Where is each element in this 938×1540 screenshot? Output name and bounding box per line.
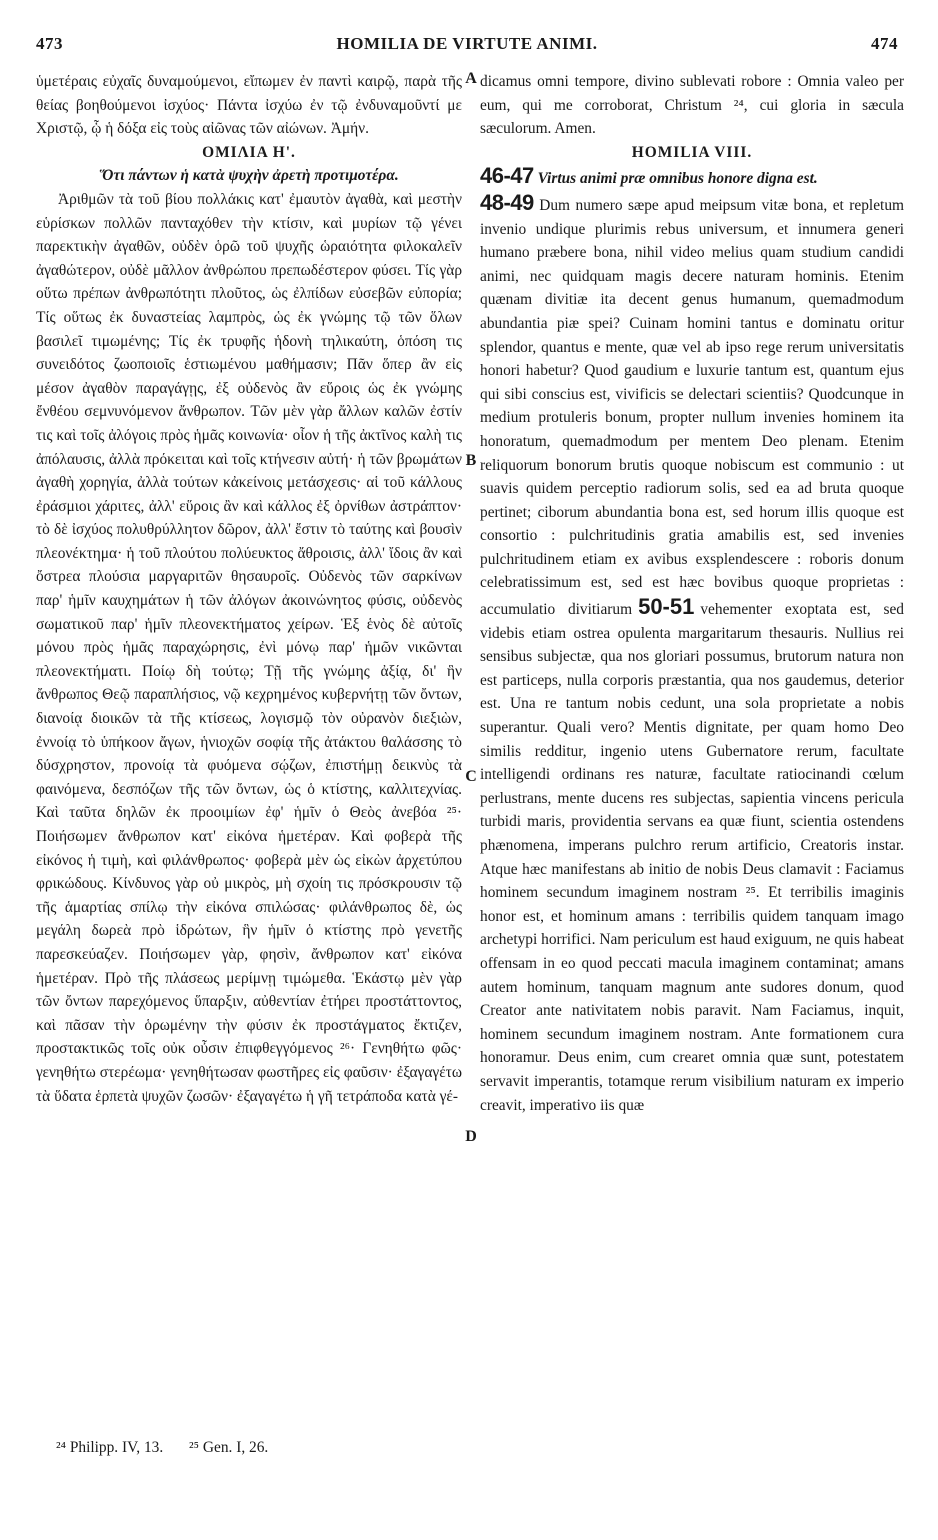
column-marker-46-47: 46-47 xyxy=(480,163,534,189)
latin-body-part-1: Dum numero sæpe apud meipsum vitæ bona, et repletum invenio undique plurimis rebus universum, et innumera generi humano præbere bona, nihil video melius quam studium candidi animi, nec quidquam magis decere naturam hominis. Etenim quænam divitiæ ita decent genus humanum, quemadmodum abundantia piæ spei? Cuinam homini tantus e dominatu oritur splendor, quantus e mente, quæ vel ab ipso rege rerum universitatis honori habetur? Quod gaudium e luxurie tantum est, quantum ejus qui sibi conscius est, vivificis se delectari scientiis? Quodcunque in medium protuleris bonum, propter nullum invenies hominem ita honoratum, quemadmodum per mentem Deo plenam. Etenim reliquorum bonorum brutis quoque nobiscum est communio : ut suavis quidem perceptio radiorum solis, sed ea ad bruta quoque pertinet; ciborum abundantia bona est, sed horum illis quoque est consortio : pulchritudinis gratia amabilis est, sed invenies pulchritudinem etiam ex avibus exsplendescere : roboris donum celebratissimum est, sed est hæc bovibus quoque proprietas : accumulatio divitiarum xyxy=(480,196,904,619)
latin-homily-subheading: Virtus animi præ omnibus honore digna est. xyxy=(537,170,818,188)
page-number-right: 474 xyxy=(871,34,898,53)
running-title: HOMILIA DE VIRTUTE ANIMI. xyxy=(336,34,598,53)
latin-column xyxy=(480,70,904,1117)
latin-body xyxy=(480,191,904,1117)
footnotes xyxy=(56,1439,290,1457)
running-head xyxy=(36,34,898,58)
greek-homily-heading: ΟΜΙΛΙΑ Η'. xyxy=(202,143,296,161)
latin-body-part-2: vehementer exoptata est, sed videbis etiam ostrea opulenta margaritarum thesauris. Nullius rei sensibus subjectæ, qua nos gloriari possumus, brutorum natura non est particeps, nulla corporis præstantia, qua nos gaudemus, deterior est. Una re tantum nobis cedunt, una sola proprietate a nobis superantur. Quali vero? Mentis dignitate, per quam homo Deo similis redditur, ingenio utens Gubernatore rerum, facultate intelligendi ordinans res naturæ, facultate ratiocinandi cœlum perlustrans, mente ducens res subjectas, sapientia vincens pericula turbidi maris, providentia servans ea quæ fiunt, scientia ostendens phænomena, imperans pulchro rerum artificio, Creatoris instar. Atque hæc manifestans ab initio de nobis Deus clamavit : Faciamus hominem secundum imaginem nostram ²⁵. Et terribilis imaginis honor est, et hominum amans : terribilis quidem tanquam imago archetypi horrifici. Nam periculum est haud exiguum, ne quis habeat offensam in eo quod peccati macula imaginem contaminat; amans autem hominum, tanquam magnum ante sudores donum, quod Creator ante nativitatem nobis paravit. Nam Faciamus, inquit, hominem secundum imaginem nostram. Ante formationem cura honoramur. Deus enim, cum crearet omnia quæ sunt, potestatem servavit imperantis, totamque rerum visibilium naturam ex imperio creavit, imperativo iis quæ xyxy=(480,601,904,1114)
greek-homily-subheading: Ὅτι πάντων ἡ κατὰ ψυχὴν ἀρετὴ προτιμοτέρα. xyxy=(99,167,399,185)
greek-column xyxy=(36,70,462,1108)
greek-intro: ὑμετέραις εὐχαῖς δυναμούμενοι, εἴπωμεν ἐν παντὶ καιρῷ, παρὰ τῆς θείας βοηθούμενοι ἰσχύος· Πάντα ἰσχύω ἐν τῷ ἐνδυναμοῦντί με Χριστῷ, ᾧ ἡ δόξα εἰς τοὺς αἰῶνας τῶν αἰώνων. Ἀμήν. xyxy=(36,73,462,138)
page-number-left: 473 xyxy=(36,34,63,53)
footnote-24: ²⁴ Philipp. IV, 13. xyxy=(56,1439,164,1456)
margin-letter-d: D xyxy=(465,1128,477,1145)
latin-subheading-line xyxy=(480,164,904,191)
margin-letter-b: B xyxy=(465,452,477,469)
latin-homily-heading: HOMILIA VIII. xyxy=(631,143,753,161)
column-marker-50-51: 50-51 xyxy=(638,594,695,620)
latin-intro: dicamus omni tempore, divino sublevati robore : Omnia valeo per eum, qui me corroborat, Christum ²⁴, cui gloria in sæcula sæculorum. Amen. xyxy=(480,73,904,138)
margin-letter-c: C xyxy=(465,768,477,785)
margin-letter-a: A xyxy=(465,70,477,87)
greek-body: Ἀριθμῶν τὰ τοῦ βίου πολλάκις κατ' ἐμαυτὸν ἀγαθὰ, καὶ μεστὴν εὑρίσκων πολλῶν πανταχόθεν τὴν κτίσιν, καὶ μυρίων τῷ γένει παρεκτικὴν ἀγαθῶν, οὐδὲν ὁρῶ τοῦ ψυχῆς ὡραιότητα φιλοκαλεῖν ἀγαθώτερον, οὐδὲ μᾶλλον ἀνθρώπου πρεπωδέστερον φύσει. Τίς γὰρ οὕτω πρέπων ἀνθρωπότητι πλοῦτος, ὡς ἐλπίδων εὐσεβῶν εὐπορία; Τίς οὕτως ἐκ δυναστείας λαμπρὸς, ὡς ἐκ γνώμης τῷ τῶν ὅλων βασιλεῖ τιμωμένης; Τίς ἐκ τρυφῆς ἡδονὴ τηλικαύτη, ὁπόση τις συνειδότος ζωοποιοῖς ἑστιωμένου μαθήμασιν; Πᾶν ὅπερ ἂν εἰς μέσον ἀγαθὸν παραγάγῃς, ἐξ οὐδενὸς ἂν εὕροις ὡς ἐκ γνώμης ἔνθέου σεμνυνόμενον ἄνθρωπον. Τῶν μὲν γὰρ ἄλλων καλῶν ἐστίν τις καὶ τοῖς ἀλόγοις πρὸς ἡμᾶς κοινωνία· οἷον ἡ τῆς ἀκτῖνος καλὴ τις ἀπόλαυσις, ἀλλὰ πρόκειται καὶ τοῖς κτήνεσιν αὐτή· ἡ τῶν βρωμάτων ἀγαθὴ χορηγία, ἀλλὰ τούτων κἀκείνοις μετάσχεσις· αἱ τοῦ κάλλους ἐράσμιοι χάριτες, ἀλλ' εὕροις ἂν καὶ κάλλος ἐξ ὀρνίθων ἀστράπτον· τὸ δὲ ἰσχύος πολυθρύλλητον δῶρον, ἀλλ' ἔστιν τὸ ταύτης καὶ βουσὶν πλεονέκτημα· ἡ τοῦ πλούτου πολύευκτος ἄθροισις, ἀλλ' ἴδοις ἂν καὶ ὄστρεα πλούσια μαργαριτῶν θησαυροῖς. Οὐδενὸς τῶν σαρκίνων παρ' ἡμῖν καυχημάτων ἡ τῶν ἀλόγων ἀκοινώνητος φύσις, οὐδενὸς σωματικοῦ παρ' ἡμῖν πλεονεκτήματος χείρων. Ἑξ ἑνὸς δὲ αὐτοῖς μόνου πρὸς ἡμᾶς παραχώρησις, ἐνὶ μόνῳ παρ' ἡμῶν νικῶνται πλεονεκτήματι. Ποίῳ δὴ τούτῳ; Τῇ τῆς γνώμης ἀξίᾳ, δι' ἣν ἄνθρωπος Θεῷ παραπλήσιος, νῷ κεχρημένος κυβερνήτῃ τῶν ὄντων, διανοίᾳ διοικῶν τὰ τῆς κτίσεως, λογισμῷ τὸν οὐρανὸν διεξιὼν, ἐννοίᾳ τὸ ὑπήκοον ἄγων, ἡνιοχῶν σοφίᾳ τῆς ἀτάκτου θαλάσσης τὸ δύσχρηστον, προνοίᾳ τὰ φυόμενα σῴζων, ἐπιστήμῃ δεικνὺς τὰ φαινόμενα, δεσπόζων τῆς τῶν ὄντων, ὡς ὁ κτίστης, καλλιτεχνίας. Καὶ ταῦτα δηλῶν ἐκ προοιμίων ἐφ' ἡμῖν ὁ Θεὸς ἀνεβόα ²⁵· Ποιήσωμεν ἄνθρωπον κατ' εἰκόνα ἡμετέραν. Καὶ φοβερὰ τῆς εἰκόνος ἡ τιμὴ, καὶ φιλάνθρωπος· φοβερὰ μὲν ὡς εἰκὼν ἀρχετύπου φρικώδους. Κίνδυνος γὰρ οὐ μικρὸς, μὴ σχοίη τις πρόσκρουσιν τῷ τῆς ἁμαρτίας σπίλῳ τὴν εἰκόνα σπιλώσας· φιλάνθρωπος δὲ, ὡς μεγάλη δωρεὰ πρὸ ἱδρώτων, ἣν ἡμῖν ὁ κτίστης πρὸ γενετῆς παρεσκεύαζεν. Ποιήσωμεν γὰρ, φησὶν, ἄνθρωπον κατ' εἰκόνα ἡμετέραν. Πρὸ τῆς πλάσεως μερίμνῃ τιμώμεθα. Ἑκάστῳ μὲν γὰρ τῶν ὄντων παρεχόμενος ὕπαρξιν, αὐθεντίαν ἐτήρει προστάττοντος, καὶ πᾶσαν τὴν ὁρωμένην τὴν φύσιν ἐκ προστάγματος ἔκτιζεν, προστακτικῶς τοῖς οὐκ οὖσιν ἐπιφθεγγόμενος ²⁶· Γενηθήτω φῶς· γενηθήτω στερέωμα· γενηθήτωσαν φωστῆρες εἰς φαῦσιν· ἐξαγαγέτω τὰ ὕδατα ἑρπετὰ ψυχῶν ζωσῶν· ἐξαγαγέτω ἡ γῆ τετράποδα κατὰ γέ- xyxy=(36,190,462,1105)
footnote-25: ²⁵ Gen. I, 26. xyxy=(189,1439,269,1456)
column-marker-48-49: 48-49 xyxy=(480,189,534,215)
